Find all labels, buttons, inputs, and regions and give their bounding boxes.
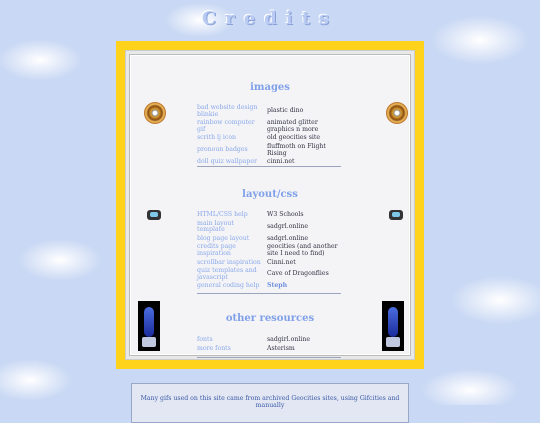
credit-row xyxy=(195,267,343,282)
page-title: Credits xyxy=(201,8,339,29)
credit-label: scrith lj icon xyxy=(197,134,237,142)
lava-lamp-icon xyxy=(382,301,404,351)
section-divider xyxy=(197,357,341,358)
credit-label: pronoun badges xyxy=(197,146,248,154)
section-divider xyxy=(197,166,341,167)
section-divider xyxy=(197,293,341,294)
credits-inner-border xyxy=(125,50,415,360)
credit-source: Steph xyxy=(267,282,288,290)
credit-label: quiz templates and javascript xyxy=(197,267,257,281)
images-heading: images xyxy=(250,82,290,93)
layout-heading: layout/css xyxy=(242,189,298,200)
cd-disc-icon xyxy=(144,102,166,124)
credit-row xyxy=(195,282,343,291)
credit-label: fonts xyxy=(197,336,213,343)
credit-source: animated glitter graphics n more xyxy=(267,119,319,133)
resources-heading: other resources xyxy=(225,313,315,324)
credit-row xyxy=(195,119,343,134)
footer-text: Many gifs used on this site came from archived Geocities sites, using Gifcities and manually xyxy=(140,395,400,409)
credit-row xyxy=(195,336,343,345)
credit-label: general coding help xyxy=(197,282,260,290)
credit-row xyxy=(195,220,343,235)
credit-row xyxy=(195,143,343,158)
credit-source: sadgrl.online xyxy=(267,222,309,230)
credit-row xyxy=(195,134,343,143)
credit-label: HTML/CSS help xyxy=(197,211,248,218)
floppy-disk-icon xyxy=(389,210,403,220)
credit-source: W3 Schools xyxy=(267,211,304,218)
resources-credits-table xyxy=(195,336,343,353)
floppy-disk-icon xyxy=(147,210,161,220)
lava-lamp-icon xyxy=(138,301,160,351)
credit-source: geocities (and another site I need to find) xyxy=(267,243,338,257)
credit-source: Cinni.net xyxy=(267,258,296,266)
footer-note xyxy=(131,383,409,423)
credit-label: main layout template xyxy=(197,219,234,234)
credit-source: Asterism xyxy=(267,344,295,352)
credit-row xyxy=(195,235,343,244)
credit-row xyxy=(195,259,343,268)
images-credits-table xyxy=(195,104,343,167)
credit-source: sadgrl.online xyxy=(267,234,309,242)
credit-row xyxy=(195,345,343,354)
credits-frame xyxy=(116,41,424,369)
credit-source: old geocities site xyxy=(267,134,320,142)
credit-source: fluffmoth on Flight Rising xyxy=(267,142,326,157)
credit-row xyxy=(195,104,343,119)
credit-label: bad website design blinkie xyxy=(197,104,258,118)
credit-row xyxy=(195,211,343,220)
credit-label: doll quiz wallpaper xyxy=(197,158,257,166)
credit-label: rainbow computer gif xyxy=(197,119,255,133)
credit-label: more fonts xyxy=(197,344,231,352)
credit-source: plastic dino xyxy=(267,107,304,115)
credit-source: cinni.net xyxy=(267,158,295,166)
credit-label: blog page layout xyxy=(197,234,250,242)
credit-source: Cave of Dragonflies xyxy=(267,270,329,278)
credit-label: scrollbar inspiration xyxy=(197,258,261,266)
credit-label: credits page inspiration xyxy=(197,243,236,257)
credit-row xyxy=(195,243,343,258)
cd-disc-icon xyxy=(386,102,408,124)
credit-source: sadgirl.online xyxy=(267,336,310,343)
credits-panel xyxy=(131,56,409,354)
layout-credits-table xyxy=(195,211,343,291)
